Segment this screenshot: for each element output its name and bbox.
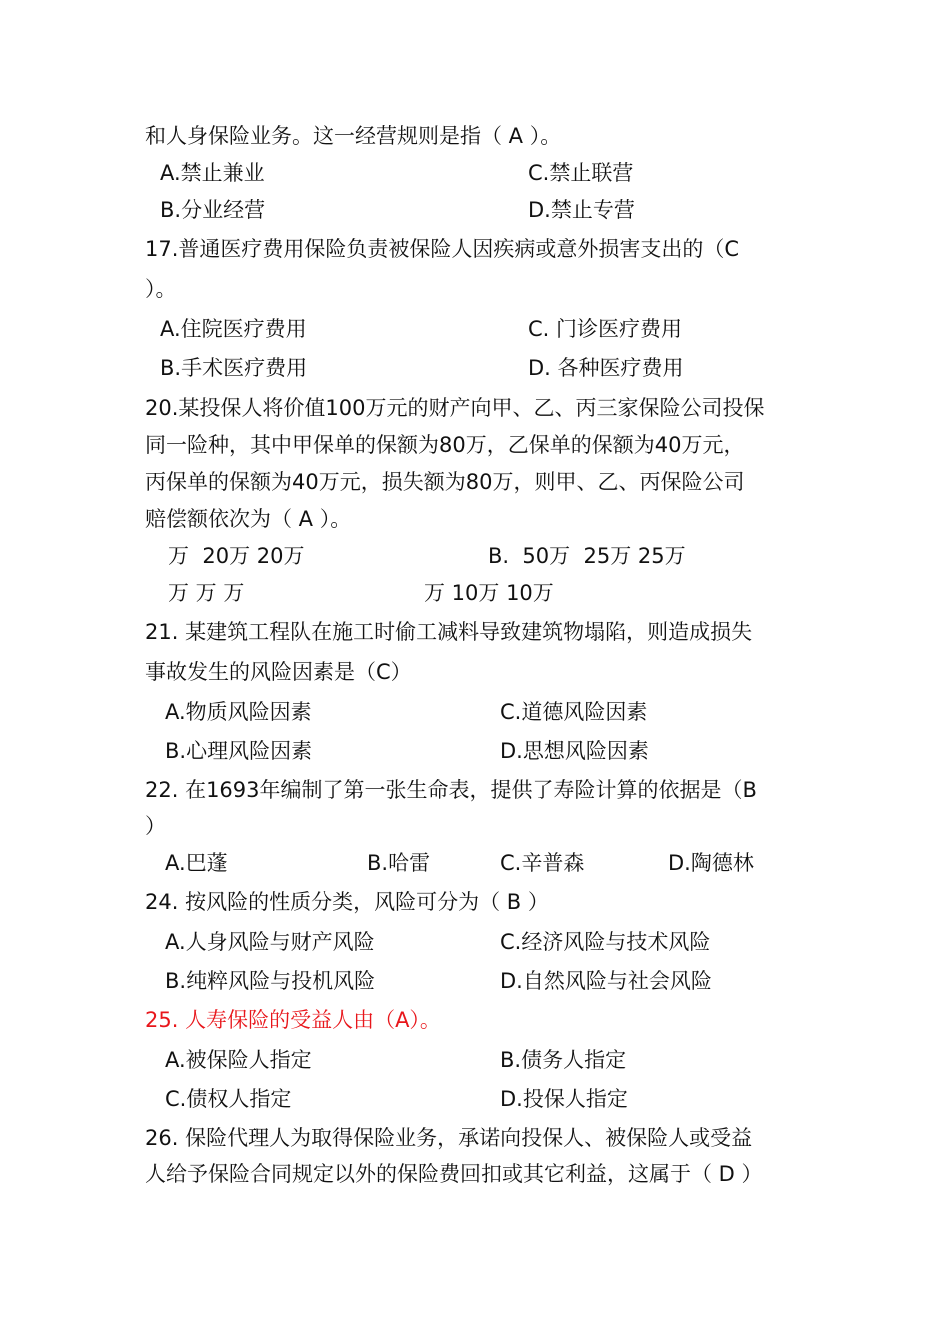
q25-option-c: C.债权人指定 xyxy=(165,1087,292,1111)
q21-option-b: B.心理风险因素 xyxy=(165,739,313,763)
q20-options-row1-left: 万 20万 20万 xyxy=(168,544,305,568)
q21-option-d: D.思想风险因素 xyxy=(500,739,649,763)
q24-stem: 24. 按风险的性质分类，风险可分为（ B ） xyxy=(145,890,549,914)
q17-option-b: B.手术医疗费用 xyxy=(160,356,308,380)
q16-option-a: A.禁止兼业 xyxy=(160,161,265,185)
q20-options-row2-left: 万 万 万 xyxy=(168,581,245,605)
q16-option-c: C.禁止联营 xyxy=(528,161,634,185)
q22-option-a: A.巴蓬 xyxy=(165,851,228,875)
q22-option-b: B.哈雷 xyxy=(367,851,431,875)
q22-stem-line2: ） xyxy=(145,814,166,838)
q25-stem-highlighted: 25. 人寿保险的受益人由（A）。 xyxy=(145,1008,441,1032)
q21-option-c: C.道德风险因素 xyxy=(500,700,648,724)
q20-stem-line1: 20.某投保人将价值100万元的财产向甲、乙、丙三家保险公司投保 xyxy=(145,396,765,420)
q22-option-c: C.辛普森 xyxy=(500,851,585,875)
q17-option-a: A.住院医疗费用 xyxy=(160,317,307,341)
q26-stem-line1: 26. 保险代理人为取得保险业务，承诺向投保人、被保险人或受益 xyxy=(145,1126,753,1150)
q20-stem-line2: 同一险种，其中甲保单的保额为80万，乙保单的保额为40万元， xyxy=(145,433,745,457)
q20-options-row2-right: 万 10万 10万 xyxy=(424,581,554,605)
q21-stem-line2: 事故发生的风险因素是（C） xyxy=(145,660,412,684)
q22-option-d: D.陶德林 xyxy=(668,851,754,875)
q21-option-a: A.物质风险因素 xyxy=(165,700,312,724)
q24-option-a: A.人身风险与财产风险 xyxy=(165,930,375,954)
q24-option-b: B.纯粹风险与投机风险 xyxy=(165,969,376,993)
q25-option-b: B.债务人指定 xyxy=(500,1048,627,1072)
q17-stem-line1: 17.普通医疗费用保险负责被保险人因疾病或意外损害支出的（C xyxy=(145,237,740,261)
q16-option-d: D.禁止专营 xyxy=(528,198,635,222)
q20-options-row1-right: B. 50万 25万 25万 xyxy=(488,544,686,568)
q26-stem-line2: 人给予保险合同规定以外的保险费回扣或其它利益，这属于（ D ） xyxy=(145,1162,763,1186)
q25-option-a: A.被保险人指定 xyxy=(165,1048,312,1072)
q24-option-d: D.自然风险与社会风险 xyxy=(500,969,712,993)
q21-stem-line1: 21. 某建筑工程队在施工时偷工减料导致建筑物塌陷，则造成损失 xyxy=(145,620,753,644)
q16-option-b: B.分业经营 xyxy=(160,198,266,222)
q16-stem: 和人身保险业务。这一经营规则是指（ A ）。 xyxy=(145,124,562,148)
q17-option-c: C. 门诊医疗费用 xyxy=(528,317,683,341)
q25-option-d: D.投保人指定 xyxy=(500,1087,628,1111)
q24-option-c: C.经济风险与技术风险 xyxy=(500,930,711,954)
q17-stem-line2: ）。 xyxy=(145,277,177,301)
q20-stem-line3: 丙保单的保额为40万元，损失额为80万，则甲、乙、丙保险公司 xyxy=(145,470,745,494)
q17-option-d: D. 各种医疗费用 xyxy=(528,356,684,380)
q20-stem-line4: 赔偿额依次为（ A ）。 xyxy=(145,507,352,531)
q22-stem-line1: 22. 在1693年编制了第一张生命表，提供了寿险计算的依据是（B xyxy=(145,778,757,802)
